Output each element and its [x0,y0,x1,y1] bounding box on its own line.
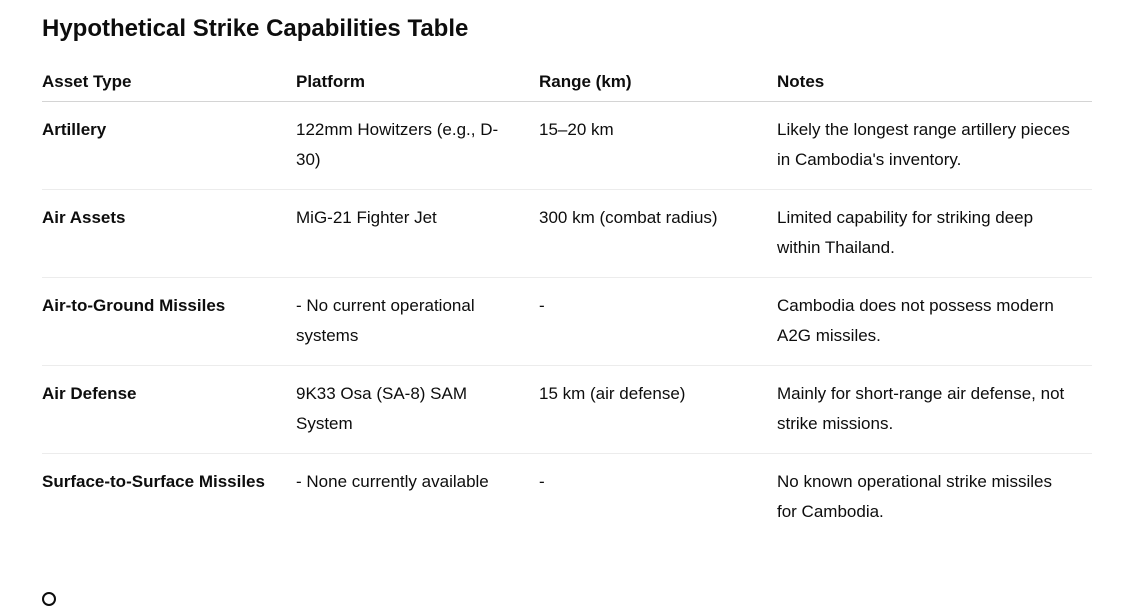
notes-cell [777,102,1092,190]
asset-type-text: Surface-to-Surface Missiles [42,472,265,491]
asset-type-cell [42,454,296,542]
platform-text: 9K33 Osa (SA-8) SAM System [296,384,468,433]
range-text: - [539,472,545,491]
notes-cell [777,190,1092,278]
notes-text: Cambodia does not possess modern A2G missiles. [777,296,1054,345]
platform-text: 122mm Howitzers (e.g., D-30) [296,120,499,169]
table-row [42,190,1092,278]
strike-capabilities-table [42,64,1092,541]
range-cell [539,190,777,278]
platform-cell [296,190,539,278]
notes-text: No known operational strike missiles for Cambodia. [777,472,1052,521]
table-body [42,102,1092,542]
range-cell [539,454,777,542]
asset-type-cell [42,366,296,454]
range-cell [539,278,777,366]
table-title: Hypothetical Strike Capabilities Table [42,15,469,42]
platform-cell [296,102,539,190]
notes-cell [777,454,1092,542]
table-row [42,366,1092,454]
table-row [42,278,1092,366]
table-row [42,102,1092,190]
range-cell [539,102,777,190]
asset-type-cell [42,102,296,190]
header-platform: Platform [296,64,539,102]
range-text: 15 km (air defense) [539,384,686,403]
notes-cell [777,366,1092,454]
table-row [42,454,1092,542]
asset-type-text: Air Assets [42,208,126,227]
platform-cell [296,366,539,454]
header-asset-type: Asset Type [42,64,296,102]
asset-type-cell [42,278,296,366]
platform-text: - No current operational systems [296,296,475,345]
platform-text: - None currently available [296,472,489,491]
table-header [42,64,1092,102]
range-cell [539,366,777,454]
notes-text: Mainly for short-range air defense, not strike missions. [777,384,1065,433]
header-range: Range (km) [539,64,777,102]
asset-type-text: Air-to-Ground Missiles [42,296,226,315]
asset-type-text: Artillery [42,120,107,139]
platform-cell [296,454,539,542]
header-notes: Notes [777,64,1092,102]
partial-glyph-decoration [42,592,56,606]
range-text: 15–20 km [539,120,614,139]
asset-type-text: Air Defense [42,384,137,403]
range-text: 300 km (combat radius) [539,208,718,227]
platform-text: MiG-21 Fighter Jet [296,208,437,227]
notes-cell [777,278,1092,366]
asset-type-cell [42,190,296,278]
notes-text: Likely the longest range artillery pieces in Cambodia's inventory. [777,120,1070,169]
range-text: - [539,296,545,315]
header-row [42,64,1092,102]
platform-cell [296,278,539,366]
notes-text: Limited capability for striking deep within Thailand. [777,208,1034,257]
